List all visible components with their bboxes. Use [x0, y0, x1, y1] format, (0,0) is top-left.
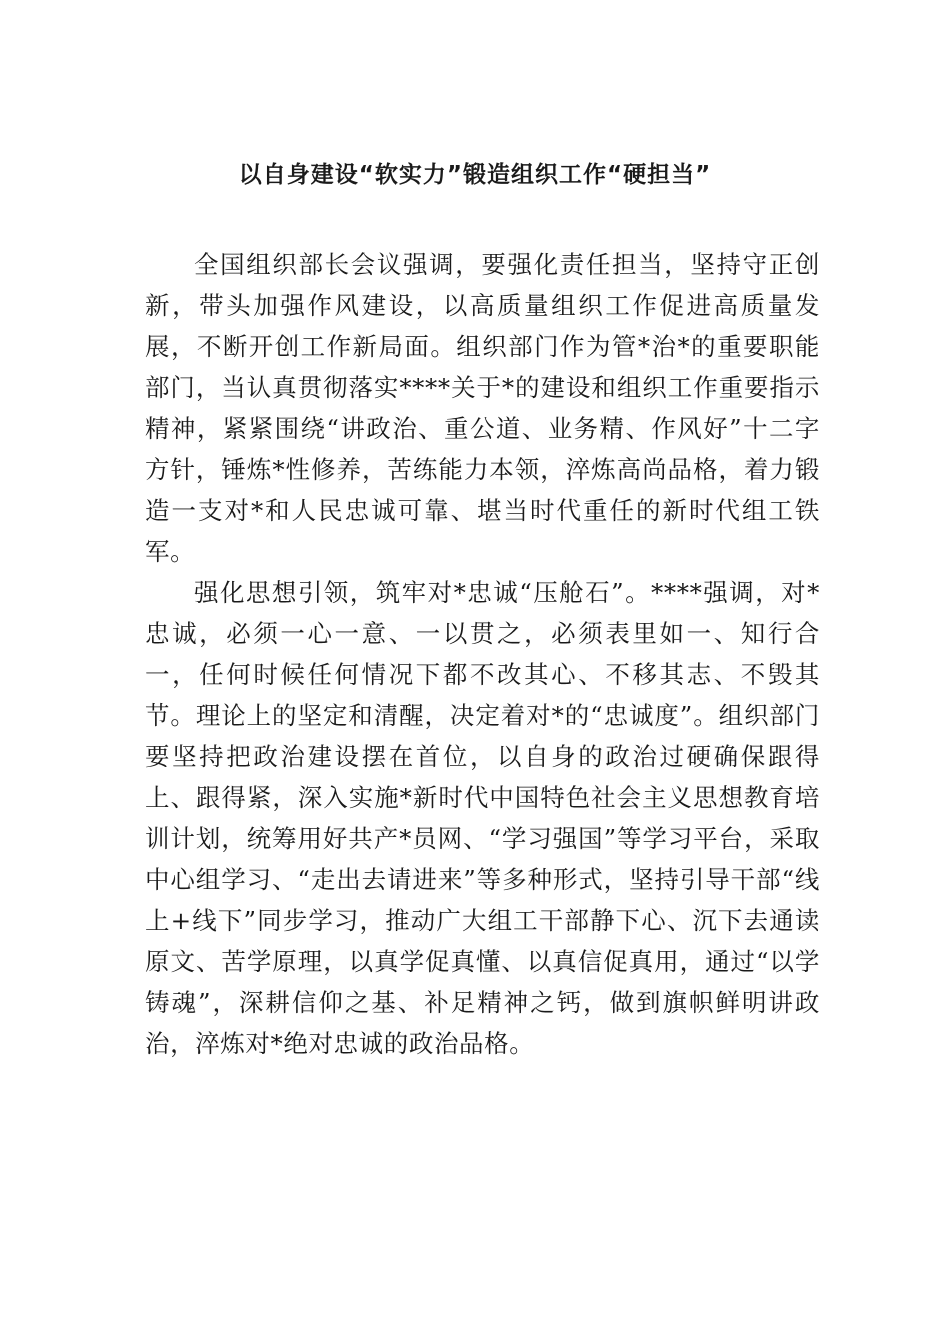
paragraph-2: 强化思想引领，筑牢对*忠诚“压舱石”。****强调，对*忠诚，必须一心一意、一以贯之，必须表里如一、知行合一，任何时候任何情况下都不改其心、不移其志、不毁其节。理论上的坚定和清醒，决定着对*的“忠诚度”。组织部门要坚持把政治建设摆在首位，以自身的政治过硬确保跟得上、跟得紧，深入实施*新时代中国特色社会主义思想教育培训计划，统筹用好共产*员网、“学习强国”等学习平台，采取中心组学习、“走出去请进来”等多种形式，坚持引导干部“线上+线下”同步学习，推动广大组工干部静下心、沉下去通读原文、苦学原理，以真学促真懂、以真信促真用，通过“以学铸魂”，深耕信仰之基、补足精神之钙，做到旗帜鲜明讲政治，淬炼对*绝对忠诚的政治品格。 — [145, 578, 820, 1058]
document-body — [145, 244, 820, 1064]
document-title: 以自身建设“软实力”锻造组织工作“硬担当” — [238, 162, 712, 188]
paragraph-1: 全国组织部长会议强调，要强化责任担当，坚持守正创新，带头加强作风建设，以高质量组织工作促进高质量发展，不断开创工作新局面。组织部门作为管*治*的重要职能部门，当认真贯彻落实****关于*的建设和组织工作重要指示精神，紧紧围绕“讲政治、重公道、业务精、作风好”十二字方针，锤炼*性修养，苦练能力本领，淬炼高尚品格，着力锻造一支对*和人民忠诚可靠、堪当时代重任的新时代组工铁军。 — [145, 250, 820, 566]
